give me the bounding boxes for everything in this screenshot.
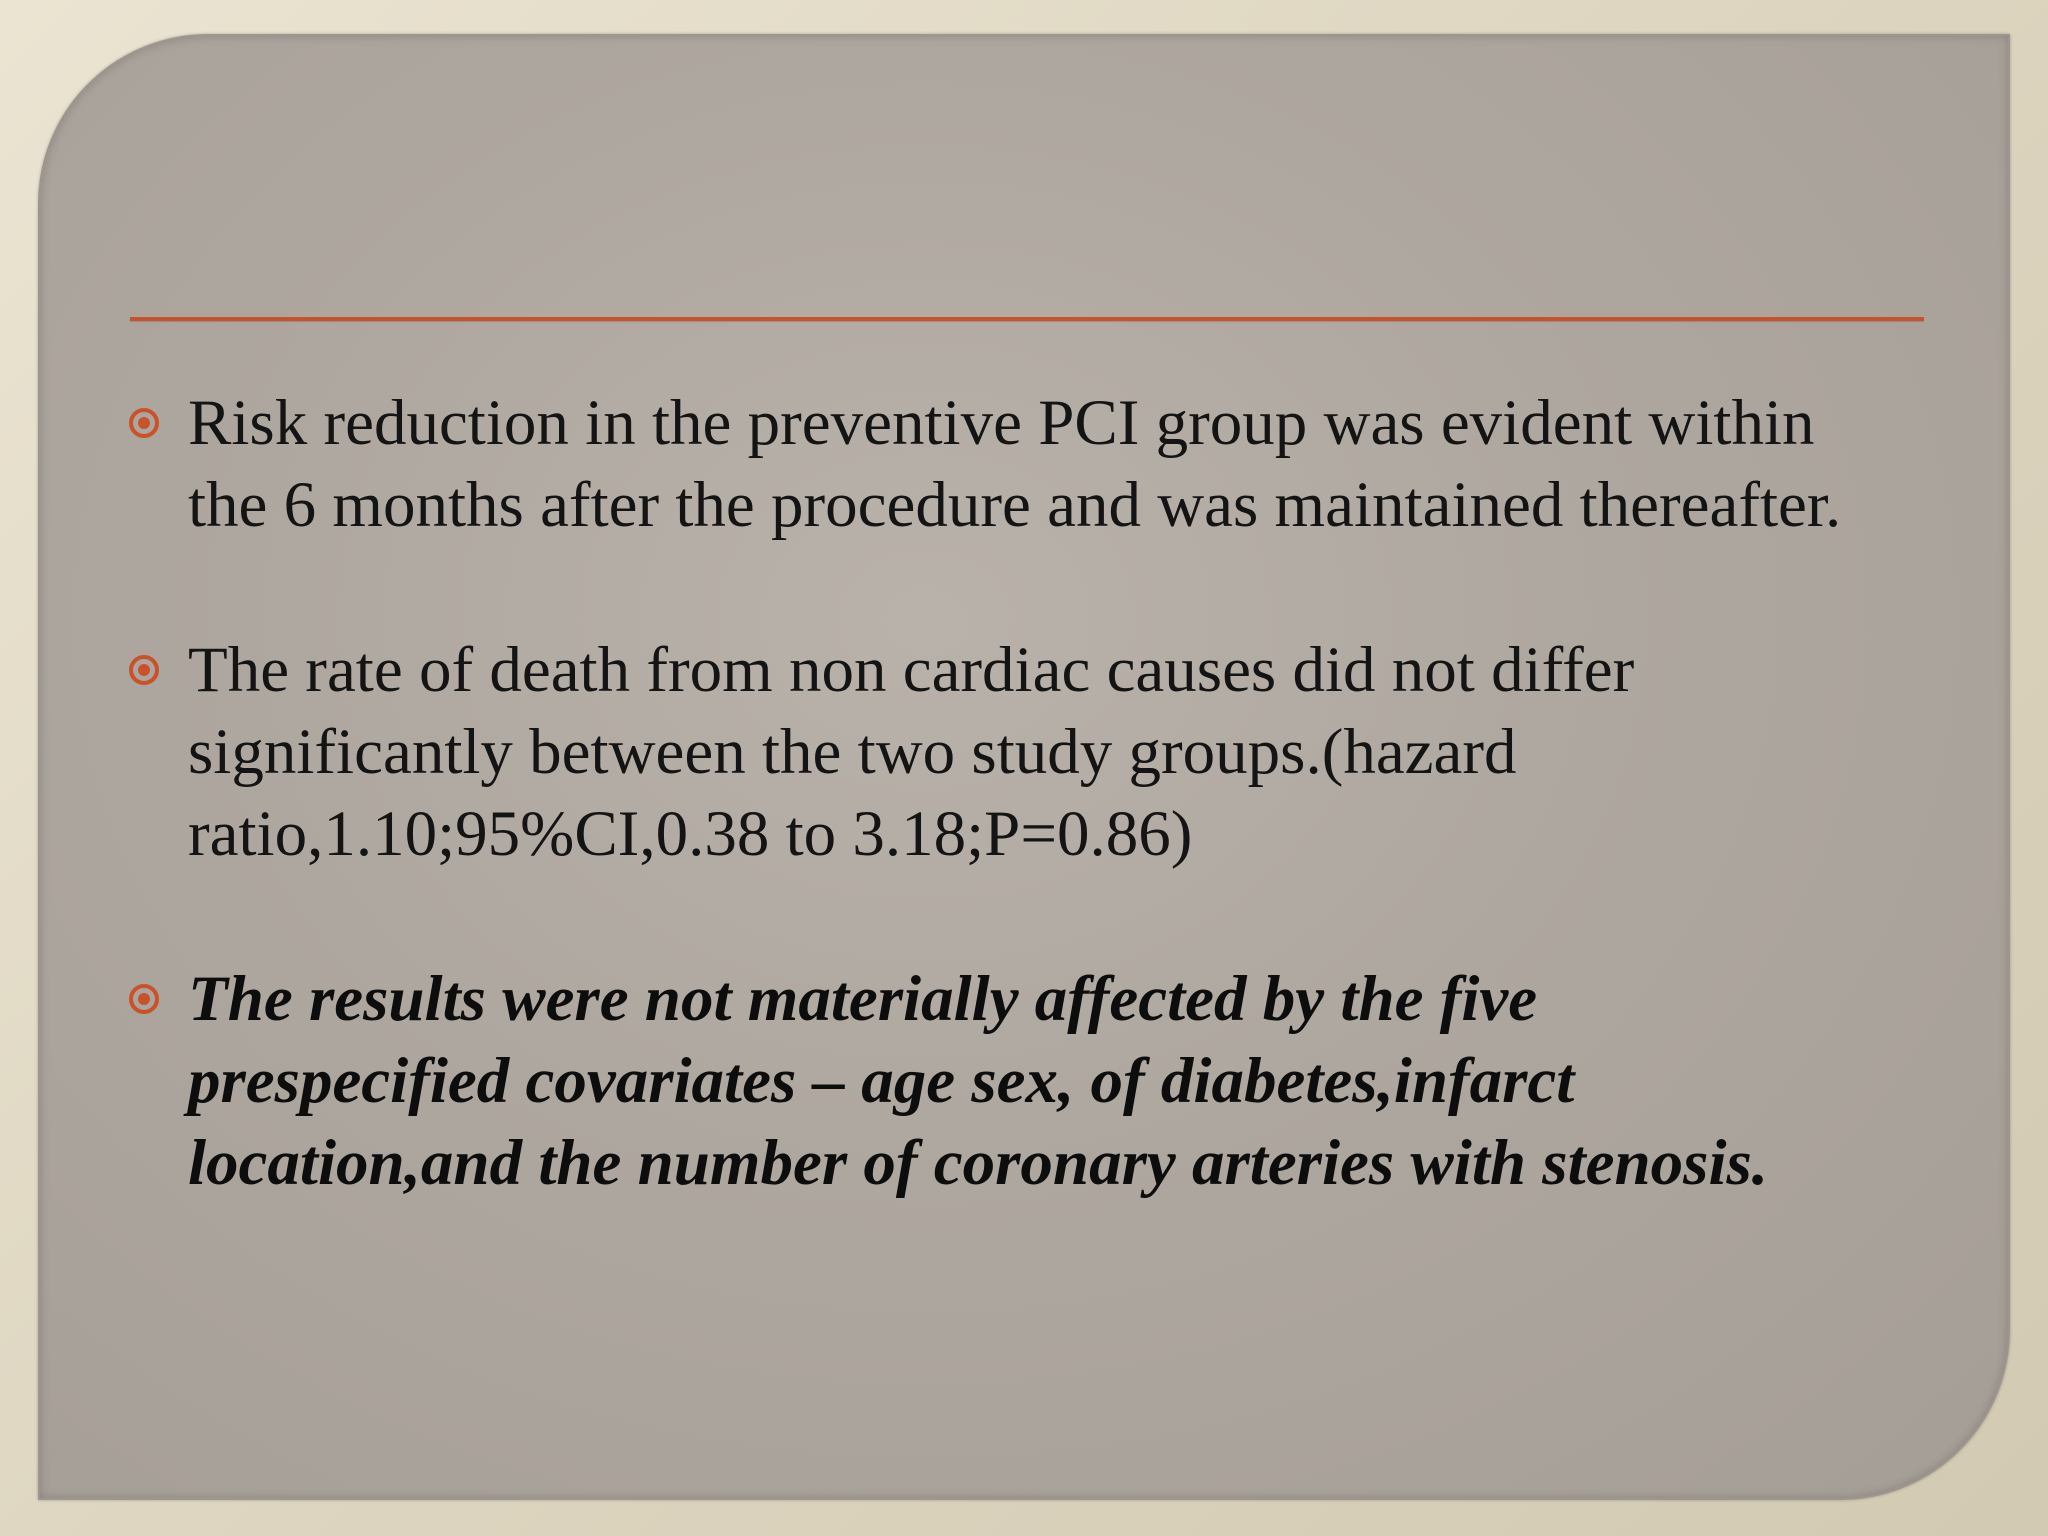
bullet-text: The rate of death from non cardiac causes did not differ significantly between the two study groups.(hazard ratio,1.10;95%CI,0.38 to 3.18;P=0.86) — [188, 634, 1635, 870]
circled-dot-icon — [128, 654, 160, 686]
circled-dot-icon — [128, 983, 160, 1015]
bullet-text: Risk reduction in the preventive PCI group was evident within the 6 months after the procedure and was maintained thereafter. — [188, 387, 1842, 541]
circled-dot-icon — [128, 407, 160, 439]
bullet-text-emphasized: The results were not materially affected by the five prespecified covariates – age sex, of diabetes,infarct location,and the number of coronary arteries with stenosis. — [188, 963, 1769, 1199]
title-divider — [130, 317, 1924, 321]
